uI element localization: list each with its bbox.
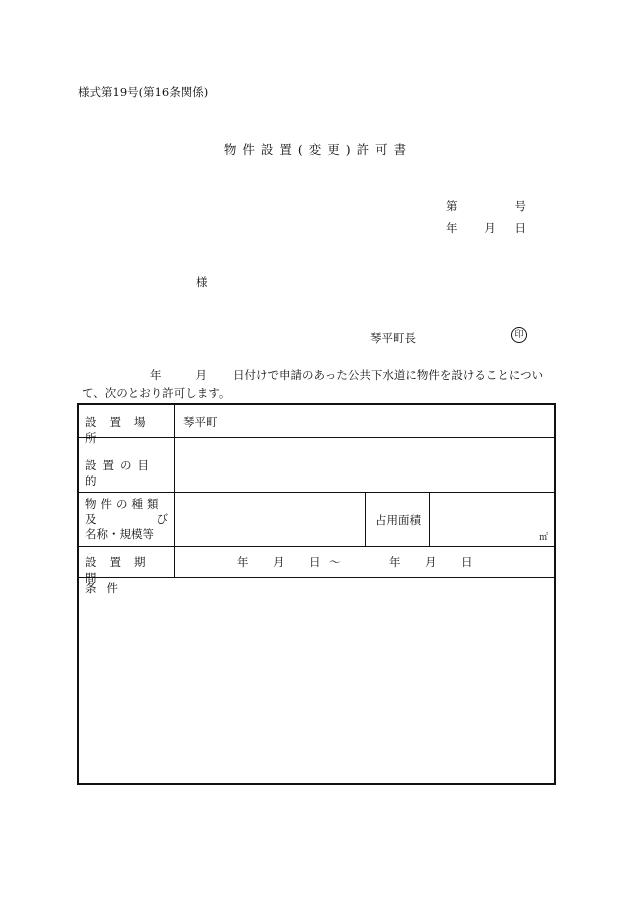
area-label: 占用面積 [375, 513, 421, 527]
addressee-suffix: 様 [196, 275, 208, 289]
date-day: 日 [514, 221, 526, 235]
period-day-1: 日 [309, 555, 321, 569]
doc-number-suffix: 号 [514, 199, 526, 213]
permit-details-table [77, 403, 556, 785]
issuer-name: 琴平町長 [370, 331, 416, 345]
item-divider-1 [365, 492, 366, 546]
period-values [237, 554, 473, 570]
period-day-2: 日 [461, 555, 473, 569]
seal-mark: 印 [511, 327, 527, 343]
conditions-label: 条件 [85, 581, 128, 595]
item-label-line2 [85, 511, 168, 527]
item-label-text-2a: 及 [85, 512, 97, 526]
date-month: 月 [484, 221, 496, 235]
body-text-1: 日付けで申請のあった公共下水道に物件を設けることについ [233, 368, 544, 382]
body-line-1 [82, 366, 552, 384]
location-label-text: 設置場所 [85, 415, 159, 445]
document-number-row [446, 195, 526, 217]
location-row [79, 405, 554, 445]
period-year-1: 年 [237, 555, 249, 569]
period-month-1: 月 [273, 555, 285, 569]
item-label-line1 [85, 496, 168, 512]
purpose-label-cell [79, 437, 175, 492]
body-month: 月 [195, 368, 207, 382]
doc-number-prefix: 第 [446, 199, 458, 213]
purpose-row [79, 437, 554, 493]
document-number-block [446, 195, 526, 239]
item-label-text-1: 物件の種類 [85, 497, 163, 511]
body-year: 年 [150, 368, 162, 382]
period-row [79, 546, 554, 585]
item-label-line3 [85, 526, 168, 542]
form-number: 様式第19号(第16条関係) [78, 85, 209, 99]
period-tilde: ～ [329, 555, 341, 569]
document-title: 物件設置(変更)許可書 [223, 142, 413, 157]
issue-date-row [446, 217, 526, 239]
item-label-cell [79, 492, 175, 546]
item-label-text-2b: び [156, 512, 168, 526]
conditions-area [79, 577, 554, 783]
body-line-2: て、次のとおり許可します。 [82, 386, 231, 400]
body-paragraph [82, 366, 552, 402]
item-label-text-3: 名称・規模等 [85, 527, 154, 541]
location-label-cell [79, 405, 175, 445]
purpose-label-text: 設置の目的 [85, 458, 155, 488]
purpose-label [85, 457, 168, 489]
location-value: 琴平町 [183, 415, 218, 429]
period-month-2: 月 [425, 555, 437, 569]
period-year-2: 年 [389, 555, 401, 569]
period-label-cell [79, 546, 175, 585]
period-label-text: 設置期間 [85, 555, 159, 585]
item-row [79, 492, 554, 547]
item-divider-2 [429, 492, 430, 546]
area-unit: ㎡ [539, 533, 549, 543]
date-year: 年 [446, 221, 458, 235]
